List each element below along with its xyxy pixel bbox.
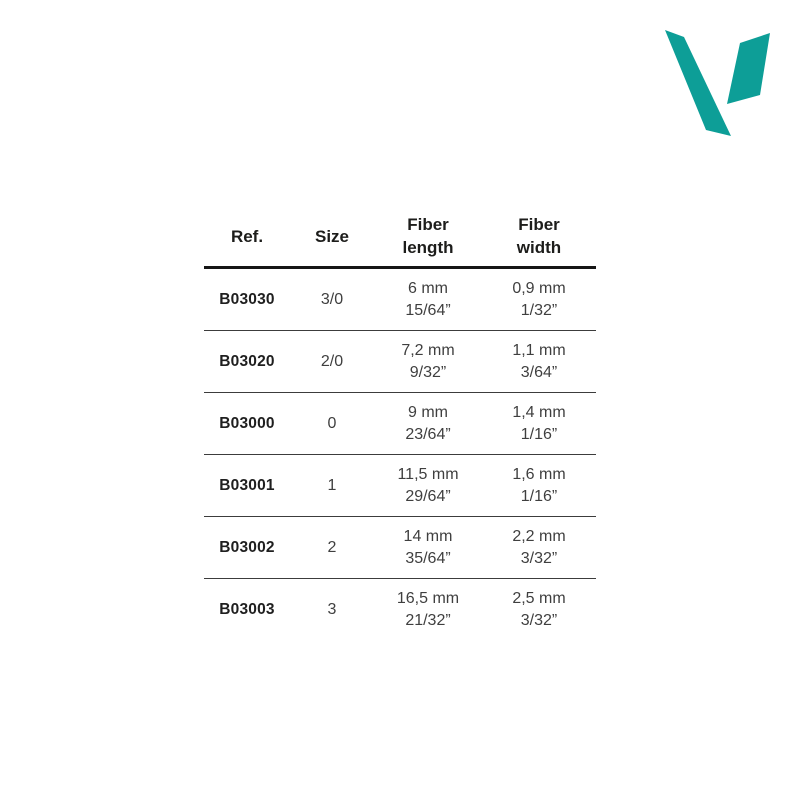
logo-left-stroke xyxy=(665,30,731,136)
fiber-width-cell xyxy=(482,393,596,454)
fiber-width-mm: 2,5 mm xyxy=(512,589,566,607)
fiber-length-mm: 16,5 mm xyxy=(396,589,460,607)
size-cell xyxy=(290,393,374,454)
ref-value: B03003 xyxy=(219,600,275,618)
table-row xyxy=(204,393,596,455)
size-value: 2/0 xyxy=(320,352,344,370)
header-fiber-width-line2: width xyxy=(516,238,562,257)
header-ref xyxy=(204,206,290,266)
logo-right-stroke xyxy=(727,33,770,104)
fiber-length-cell xyxy=(374,455,482,516)
fiber-width-mm: 1,4 mm xyxy=(512,403,566,421)
fiber-width-mm: 1,6 mm xyxy=(512,465,566,483)
size-value: 1 xyxy=(327,476,337,494)
header-fiber-length-line1: Fiber xyxy=(407,215,449,234)
fiber-width-mm: 2,2 mm xyxy=(512,527,566,545)
header-fiber-length xyxy=(374,206,482,266)
fiber-length-mm: 11,5 mm xyxy=(397,465,459,483)
fiber-spec-table xyxy=(204,206,596,640)
fiber-width-cell xyxy=(482,517,596,578)
table-row xyxy=(204,455,596,517)
fiber-length-cell xyxy=(374,579,482,640)
fiber-width-inch: 1/16” xyxy=(520,487,558,505)
fiber-width-inch: 3/64” xyxy=(520,363,558,381)
fiber-width-mm: 0,9 mm xyxy=(512,279,566,297)
fiber-width-inch: 1/32” xyxy=(520,301,558,319)
fiber-width-cell xyxy=(482,455,596,516)
fiber-length-cell xyxy=(374,269,482,330)
size-cell xyxy=(290,269,374,330)
size-cell xyxy=(290,331,374,392)
fiber-width-cell xyxy=(482,269,596,330)
ref-cell xyxy=(204,455,290,516)
fiber-width-inch: 3/32” xyxy=(520,549,558,567)
fiber-length-inch: 23/64” xyxy=(405,425,451,443)
fiber-length-inch: 29/64” xyxy=(405,487,451,505)
header-ref-label: Ref. xyxy=(230,226,264,246)
ref-cell xyxy=(204,517,290,578)
fiber-length-mm: 6 mm xyxy=(408,279,448,297)
ref-cell xyxy=(204,579,290,640)
fiber-length-inch: 35/64” xyxy=(405,549,451,567)
fiber-length-cell xyxy=(374,393,482,454)
table-row xyxy=(204,517,596,579)
header-fiber-width-line1: Fiber xyxy=(518,215,560,234)
ref-value: B03000 xyxy=(219,414,275,432)
size-value: 3/0 xyxy=(320,290,344,308)
fiber-length-mm: 9 mm xyxy=(408,403,448,421)
ref-cell xyxy=(204,331,290,392)
fiber-width-cell xyxy=(482,579,596,640)
header-fiber-width xyxy=(482,206,596,266)
size-cell xyxy=(290,517,374,578)
fiber-length-inch: 9/32” xyxy=(409,363,447,381)
size-cell xyxy=(290,579,374,640)
fiber-width-inch: 3/32” xyxy=(520,611,558,629)
table-row xyxy=(204,269,596,331)
size-value: 3 xyxy=(327,600,337,618)
fiber-length-mm: 7,2 mm xyxy=(401,341,455,359)
ref-value: B03002 xyxy=(219,538,275,556)
header-fiber-length-line2: length xyxy=(402,238,454,257)
fiber-length-mm: 14 mm xyxy=(403,527,453,545)
size-value: 2 xyxy=(327,538,337,556)
header-size xyxy=(290,206,374,266)
ref-cell xyxy=(204,269,290,330)
fiber-length-inch: 21/32” xyxy=(405,611,451,629)
table-header-row xyxy=(204,206,596,269)
ref-cell xyxy=(204,393,290,454)
fiber-width-inch: 1/16” xyxy=(520,425,558,443)
fiber-length-inch: 15/64” xyxy=(405,301,451,319)
ref-value: B03030 xyxy=(219,290,275,308)
ref-value: B03001 xyxy=(219,476,275,494)
fiber-width-mm: 1,1 mm xyxy=(512,341,566,359)
ref-value: B03020 xyxy=(219,352,275,370)
table-row xyxy=(204,579,596,640)
table-row xyxy=(204,331,596,393)
header-size-label: Size xyxy=(314,226,350,246)
fiber-length-cell xyxy=(374,517,482,578)
fiber-length-cell xyxy=(374,331,482,392)
brand-v-logo-icon xyxy=(660,25,775,145)
size-cell xyxy=(290,455,374,516)
size-value: 0 xyxy=(327,414,337,432)
fiber-width-cell xyxy=(482,331,596,392)
